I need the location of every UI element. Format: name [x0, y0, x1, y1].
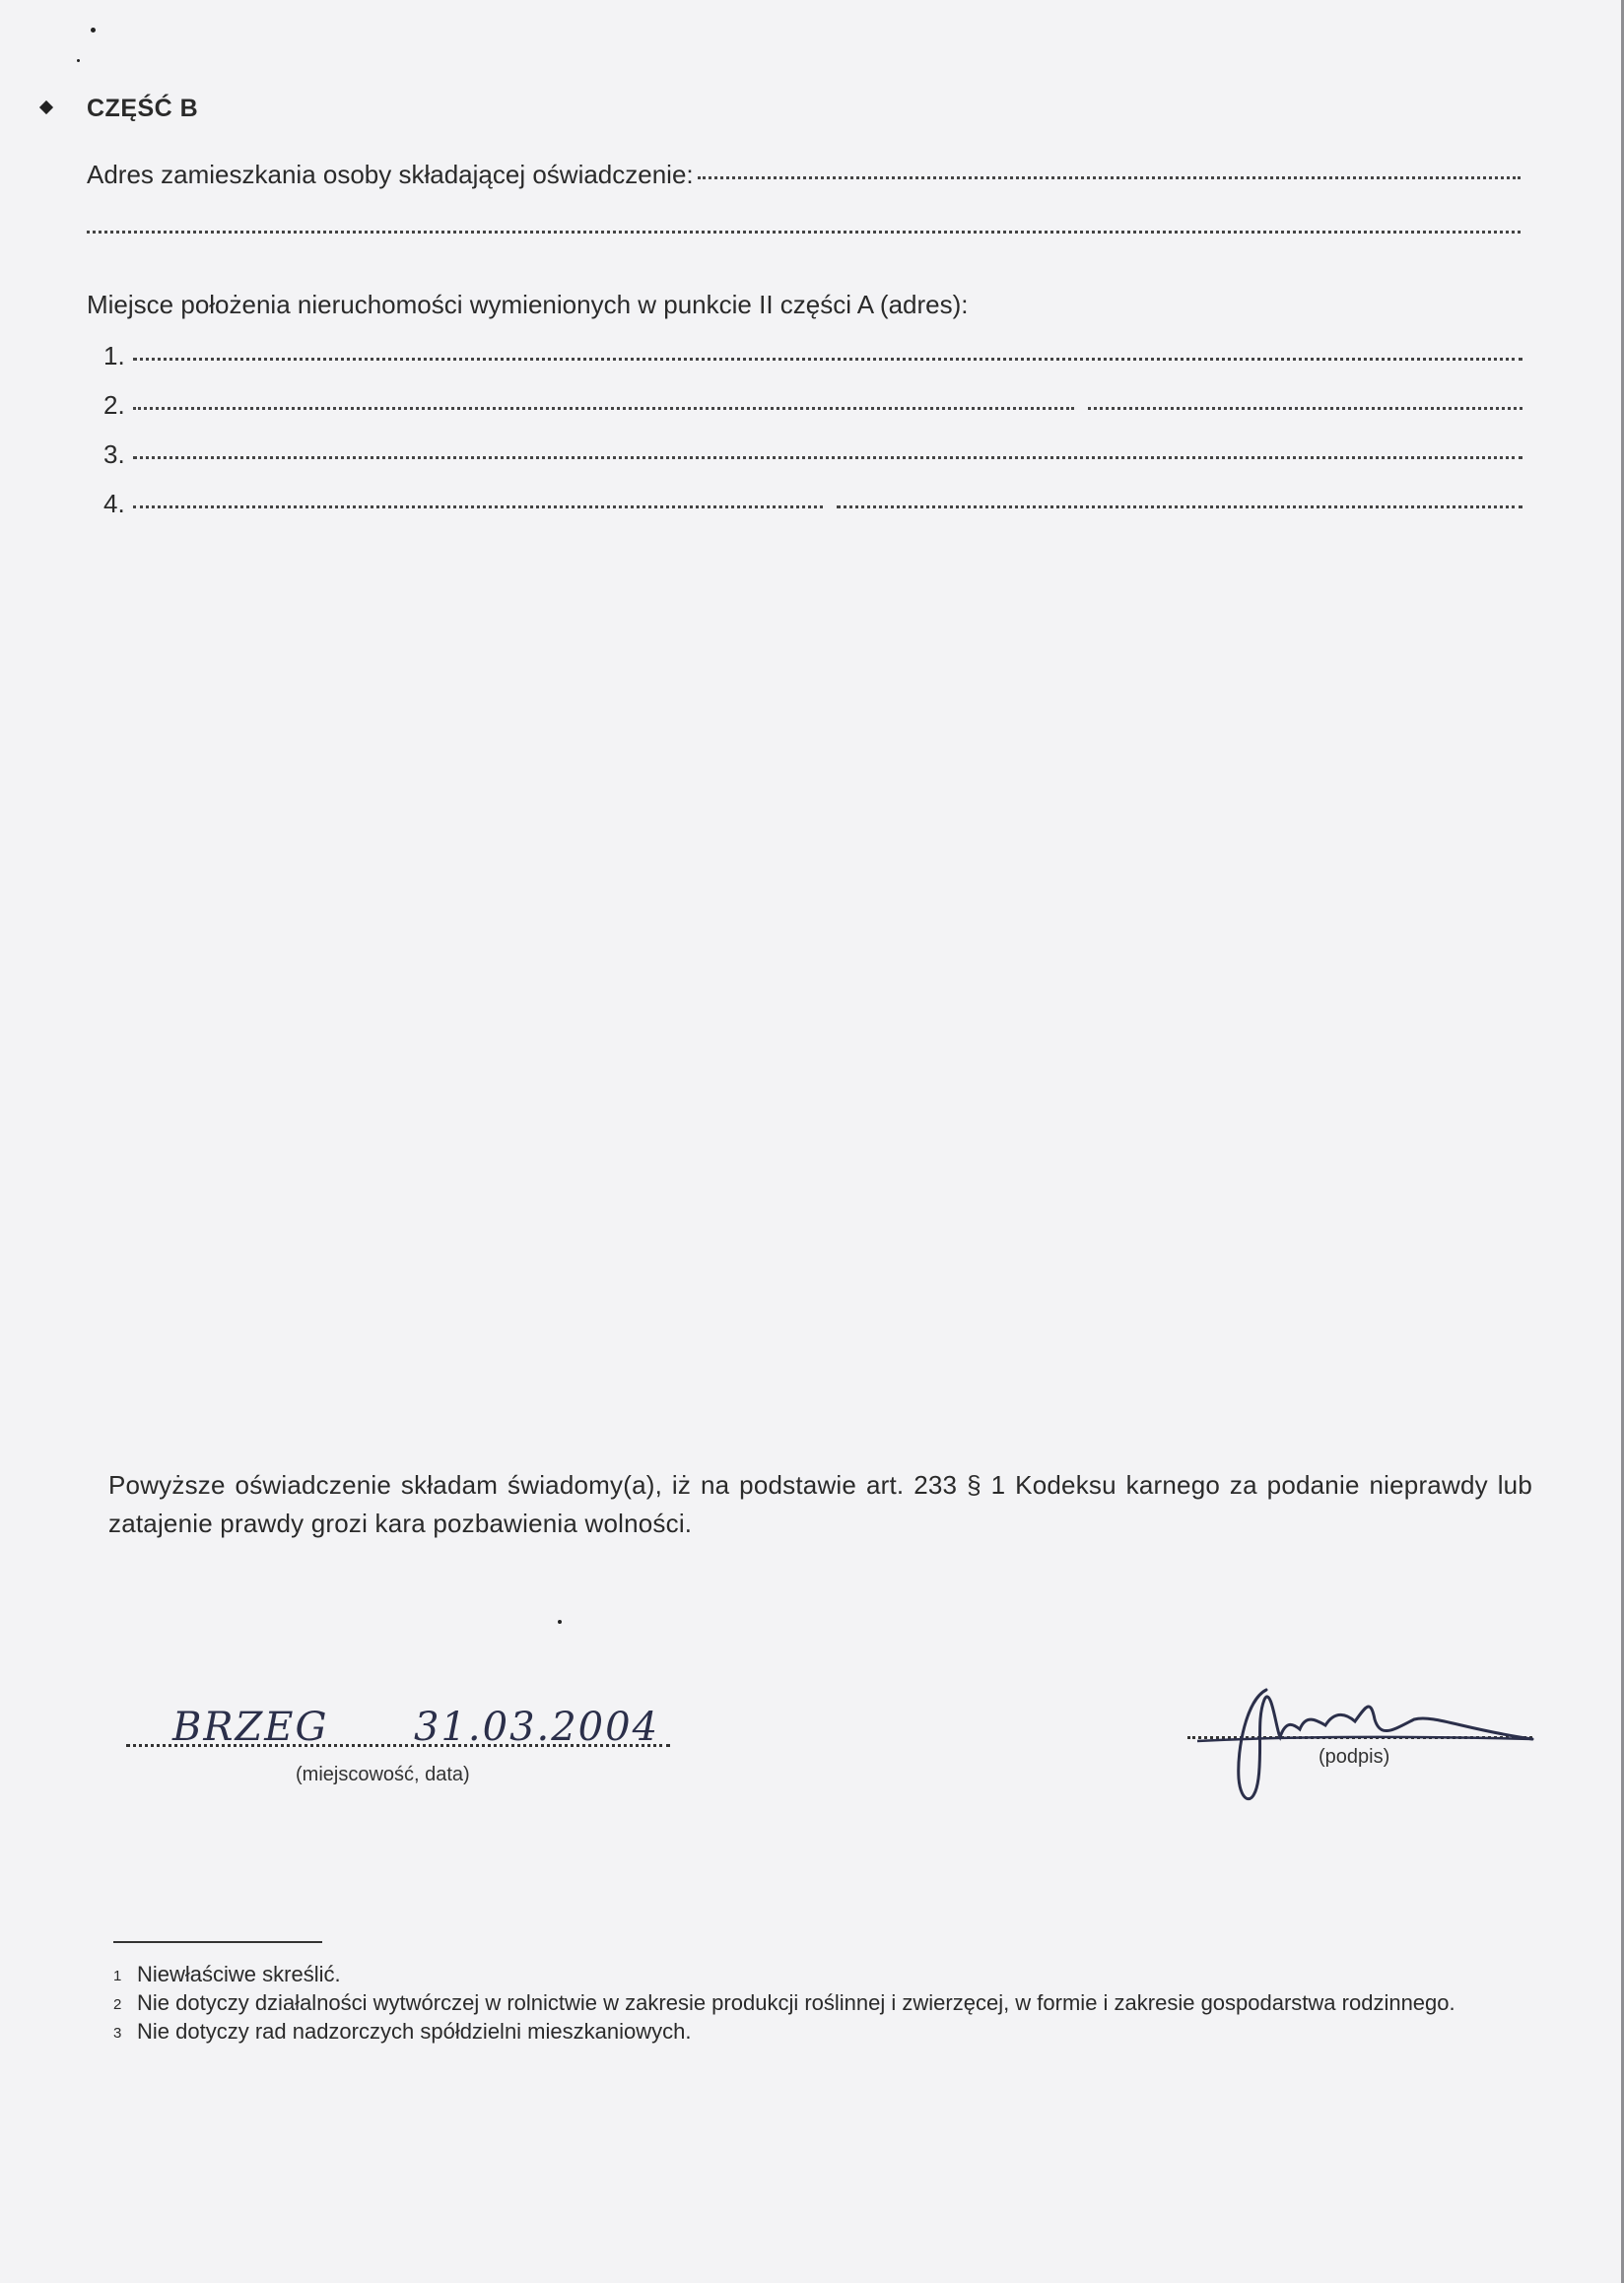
footnote-rule — [113, 1941, 322, 1943]
section-bullet-icon — [39, 101, 53, 114]
property-number: 3. — [103, 439, 125, 469]
footnote-text: Nie dotyczy działalności wytwórczej w rolnictwie w zakresie produkcji roślinnej i zwierzęcej, w formie i zakresie gospodarstwa rodzinnego. — [137, 1990, 1455, 2015]
footnote-text: Niewłaściwe skreślić. — [137, 1962, 341, 1986]
property-number: 2. — [103, 390, 125, 420]
footnote-mark: 3 — [113, 2025, 122, 2042]
place-date-caption: (miejscowość, data) — [296, 1764, 470, 1785]
footnote-mark: 1 — [113, 1968, 122, 1984]
signature-caption: (podpis) — [1319, 1746, 1390, 1768]
property-row-1 — [103, 341, 1522, 371]
footnote-item — [113, 2018, 1542, 2047]
address-fill-line-2[interactable] — [87, 231, 1521, 234]
handwritten-signature — [1178, 1660, 1542, 1808]
properties-label: Miejsce położenia nieruchomości wymienionych w punkcie II części A (adres): — [87, 290, 969, 319]
property-row-4 — [103, 489, 1522, 519]
property-row-3 — [103, 439, 1522, 470]
property-fill-line[interactable] — [133, 505, 823, 508]
footnotes — [113, 1961, 1542, 2047]
property-number: 1. — [103, 341, 125, 370]
scan-speck — [558, 1620, 562, 1624]
footnote-text: Nie dotyczy rad nadzorczych spółdzielni mieszkaniowych. — [137, 2019, 692, 2044]
property-number: 4. — [103, 489, 125, 518]
property-fill-line[interactable] — [1088, 407, 1522, 410]
address-row-2 — [87, 209, 1521, 238]
scan-speck — [91, 28, 96, 33]
footnote-item — [113, 1989, 1542, 2018]
declaration-statement: Powyższe oświadczenie składam świadomy(a), iż na podstawie art. 233 § 1 Kodeksu karnego za podanie nieprawdy lub zatajenie prawdy grozi kara pozbawienia wolności. — [108, 1470, 1532, 1538]
property-fill-line[interactable] — [837, 505, 1522, 508]
section-title: CZĘŚĆ B — [87, 95, 199, 122]
properties-heading — [87, 290, 1521, 320]
handwritten-place: BRZEG — [172, 1705, 329, 1750]
property-row-2 — [103, 390, 1522, 421]
property-fill-line[interactable] — [133, 456, 1522, 459]
scan-speck — [77, 59, 80, 62]
footnote-mark: 2 — [113, 1996, 122, 2013]
address-fill-line[interactable] — [698, 176, 1521, 179]
footnote-item — [113, 1961, 1542, 1989]
property-fill-line[interactable] — [133, 407, 1074, 410]
handwritten-date: 31.03.2004 — [414, 1705, 660, 1750]
address-label: Adres zamieszkania osoby składającej oświadczenie: — [87, 160, 694, 189]
property-fill-line[interactable] — [133, 358, 1522, 361]
address-row — [87, 160, 1521, 190]
